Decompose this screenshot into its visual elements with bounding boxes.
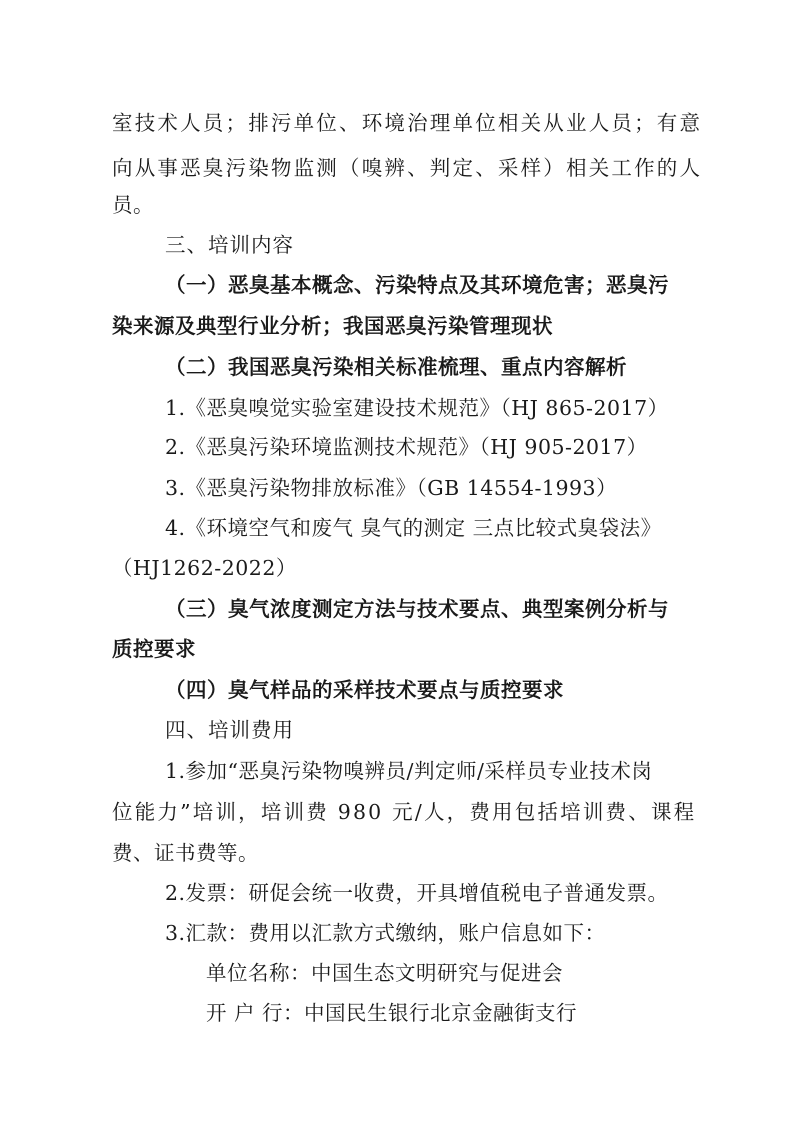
standard-2: 2.《恶臭污染环境监测技术规范》（HJ 905-2017） bbox=[165, 435, 648, 459]
content-item-4: （四）臭气样品的采样技术要点与质控要求 bbox=[165, 678, 564, 702]
fee-item-3: 3.汇款：费用以汇款方式缴纳，账户信息如下： bbox=[165, 921, 606, 945]
fee-item-1-line-1: 1.参加“恶臭污染物嗅辨员/判定师/采样员专业技术岗 bbox=[165, 759, 653, 783]
account-bank: 开 户 行：中国民生银行北京金融街支行 bbox=[206, 1001, 578, 1025]
content-item-1-line-1: （一）恶臭基本概念、污染特点及其环境危害；恶臭污 bbox=[165, 273, 669, 297]
content-item-1-line-2: 染来源及典型行业分析；我国恶臭污染管理现状 bbox=[112, 314, 553, 338]
fee-item-1-line-3: 费、证书费等。 bbox=[112, 841, 259, 865]
fee-item-1-line-2: 位能力”培训，培训费 980 元/人，费用包括培训费、课程 bbox=[112, 800, 697, 824]
standard-4-line-1: 4.《环境空气和废气 臭气的测定 三点比较式臭袋法》 bbox=[165, 516, 662, 540]
content-item-2: （二）我国恶臭污染相关标准梳理、重点内容解析 bbox=[165, 355, 627, 379]
standard-1: 1.《恶臭嗅觉实验室建设技术规范》（HJ 865-2017） bbox=[165, 396, 669, 420]
section-heading-training-content: 三、培训内容 bbox=[165, 233, 294, 257]
content-item-3-line-1: （三）臭气浓度测定方法与技术要点、典型案例分析与 bbox=[165, 597, 669, 621]
audience-line-2: 向从事恶臭污染物监测（嗅辨、判定、采样）相关工作的人 bbox=[112, 156, 703, 180]
fee-item-2: 2.发票：研促会统一收费，开具增值税电子普通发票。 bbox=[165, 881, 669, 905]
account-name: 单位名称：中国生态文明研究与促进会 bbox=[206, 961, 563, 985]
content-item-3-line-2: 质控要求 bbox=[112, 637, 196, 661]
section-heading-training-fees: 四、培训费用 bbox=[165, 718, 294, 742]
audience-line-1: 室技术人员；排污单位、环境治理单位相关从业人员；有意 bbox=[112, 111, 703, 135]
standard-3: 3.《恶臭污染物排放标准》（GB 14554-1993） bbox=[165, 476, 618, 500]
standard-4-line-2: （HJ1262-2022） bbox=[112, 556, 297, 580]
audience-line-3: 员。 bbox=[112, 193, 154, 217]
